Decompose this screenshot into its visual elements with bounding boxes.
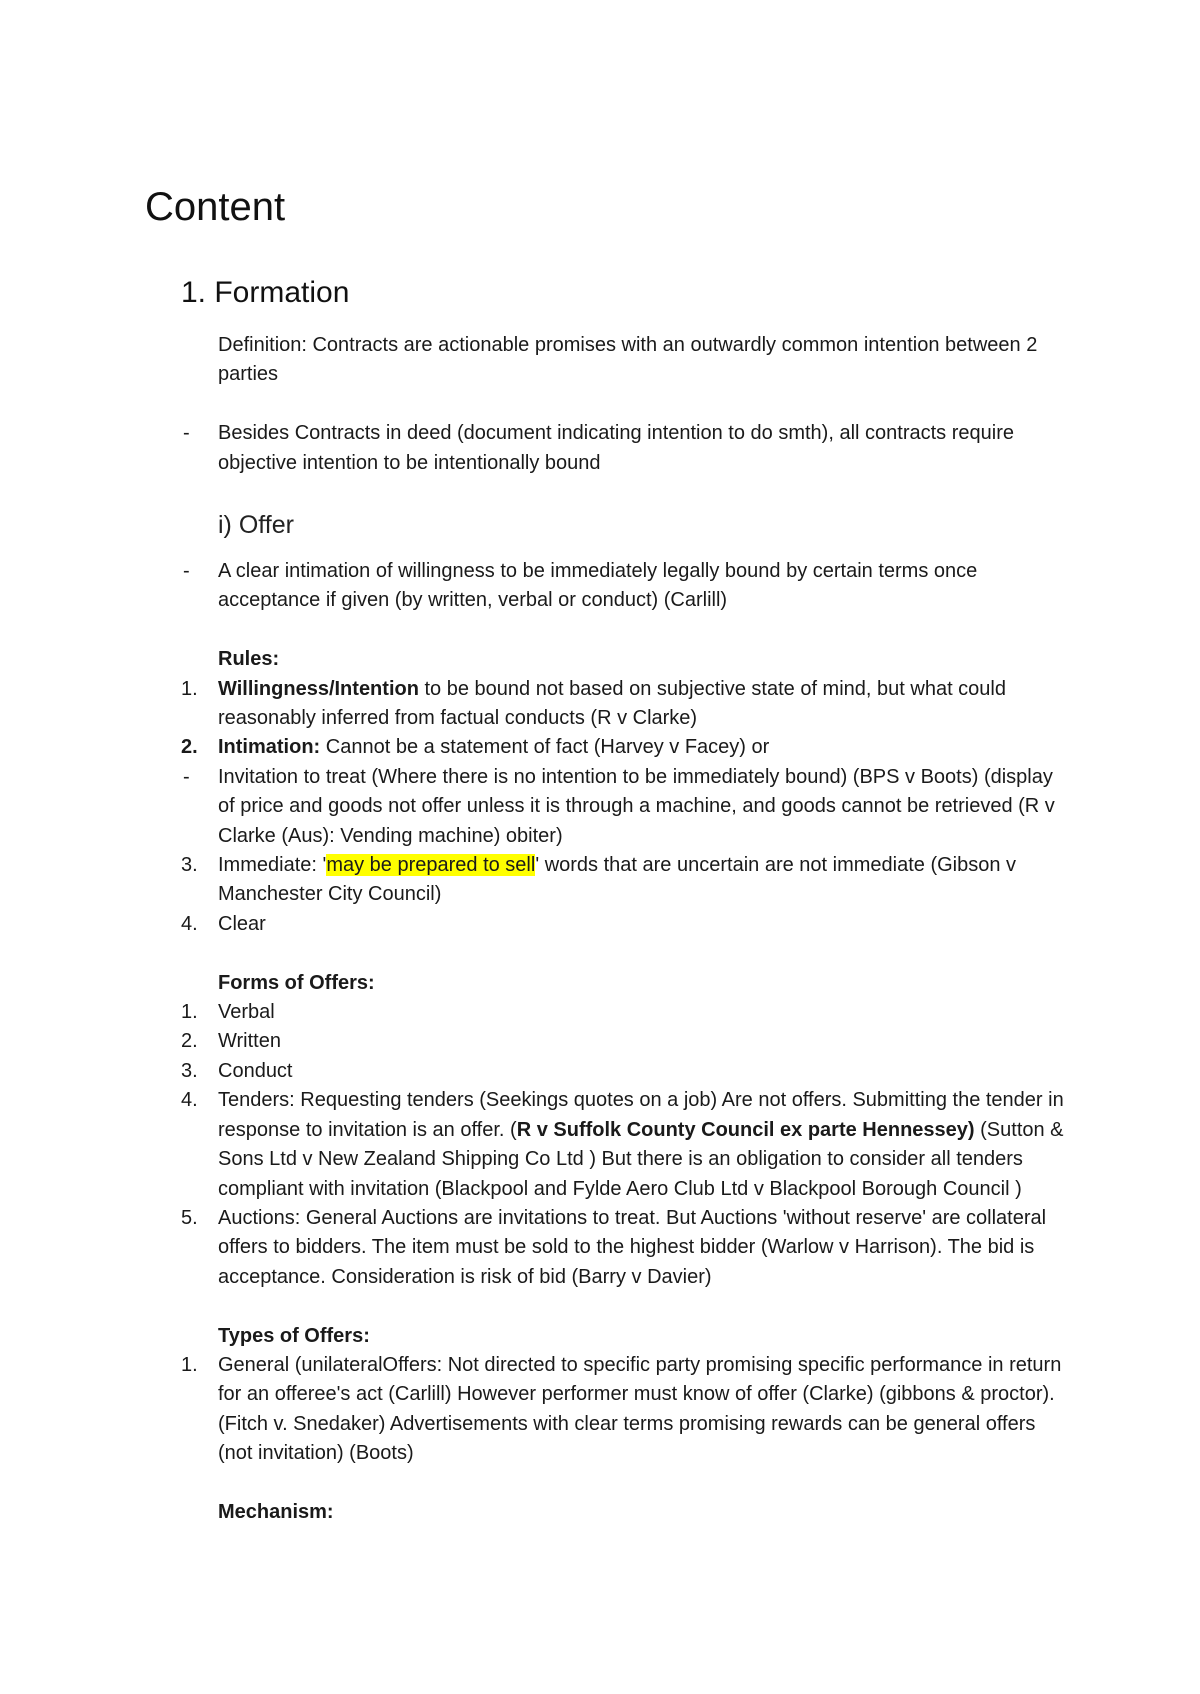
list-item: - Invitation to treat (Where there is no intention to be immediately bound) (BPS v Boots) (display of price and goods not offer unless it is through a machine, and goods cannot be retrieved (R v Clarke (Aus): Vending machine) obiter): [0, 763, 1200, 851]
list-number: 3.: [181, 1059, 198, 1082]
list-item: 4. Tenders: Requesting tenders (Seekings quotes on a job) Are not offers. Submitting the tender in response to invitation is an offer. (R v Suffolk County Council ex parte Hennessey) (Sutton & Sons Ltd v New Zealand Shipping Co Ltd ) But there is an obligation to consider all tenders compliant with invitation (Blackpool and Fylde Aero Club Ltd v Blackpool Borough Council ): [0, 1086, 1200, 1204]
page-title: Content: [145, 185, 286, 229]
list-item: 1. Willingness/Intention to be bound not based on subjective state of mind, but what could reasonably inferred from factual conducts (R v Clarke): [0, 675, 1200, 734]
list-number: 4.: [181, 1089, 198, 1112]
list-item: - A clear intimation of willingness to be immediately legally bound by certain terms once acceptance if given (by written, verbal or conduct) (Carlill): [0, 557, 1200, 616]
dash-marker: -: [183, 765, 190, 788]
list-item: 3. Immediate: 'may be prepared to sell' words that are uncertain are not immediate (Gibson v Manchester City Council): [0, 851, 1200, 910]
list-number: 3.: [181, 854, 198, 877]
dash-marker: -: [183, 560, 190, 582]
list-item: - Besides Contracts in deed (document indicating intention to do smth), all contracts require objective intention to be intentionally bound: [0, 419, 1200, 478]
list-item: 2. Written: [0, 1027, 1200, 1056]
offer-body: [0, 557, 1200, 1527]
list-item: 4. Clear: [0, 910, 1200, 939]
list-number: 2.: [181, 1030, 198, 1053]
mechanism-label: Mechanism:: [218, 1500, 334, 1523]
highlighted-text: may be prepared to sell: [326, 854, 536, 877]
rules-label: Rules:: [218, 648, 280, 671]
subsection-heading-offer: i) Offer: [218, 511, 294, 539]
list-number: 2.: [181, 736, 198, 759]
formation-body: [0, 331, 1200, 478]
list-item: 2. Intimation: Cannot be a statement of fact (Harvey v Facey) or: [0, 733, 1200, 762]
section-heading-formation: 1. Formation: [181, 276, 350, 309]
dash-marker: -: [183, 422, 190, 445]
list-number: 1.: [181, 1353, 198, 1376]
list-item: 1. Verbal: [0, 998, 1200, 1027]
definition-paragraph: Definition: Contracts are actionable promises with an outwardly common intention between 2 parties: [218, 334, 1038, 386]
types-label: Types of Offers:: [218, 1324, 370, 1347]
list-number: 4.: [181, 912, 198, 935]
list-number: 1.: [181, 677, 198, 700]
list-number: 5.: [181, 1206, 198, 1229]
list-item: 3. Conduct: [0, 1057, 1200, 1086]
list-number: 1.: [181, 1001, 198, 1024]
list-item: 5. Auctions: General Auctions are invitations to treat. But Auctions 'without reserve' are collateral offers to bidders. The item must be sold to the highest bidder (Warlow v Harrison). The bid is acceptance. Consideration is risk of bid (Barry v Davier): [0, 1204, 1200, 1292]
forms-label: Forms of Offers:: [218, 971, 375, 994]
list-item: 1. General (unilateralOffers: Not directed to specific party promising specific performance in return for an offeree's act (Carlill) However performer must know of offer (Clarke) (gibbons & proctor). (Fitch v. Snedaker) Advertisements with clear terms promising rewards can be general offers (not invitation) (Boots): [0, 1351, 1200, 1469]
